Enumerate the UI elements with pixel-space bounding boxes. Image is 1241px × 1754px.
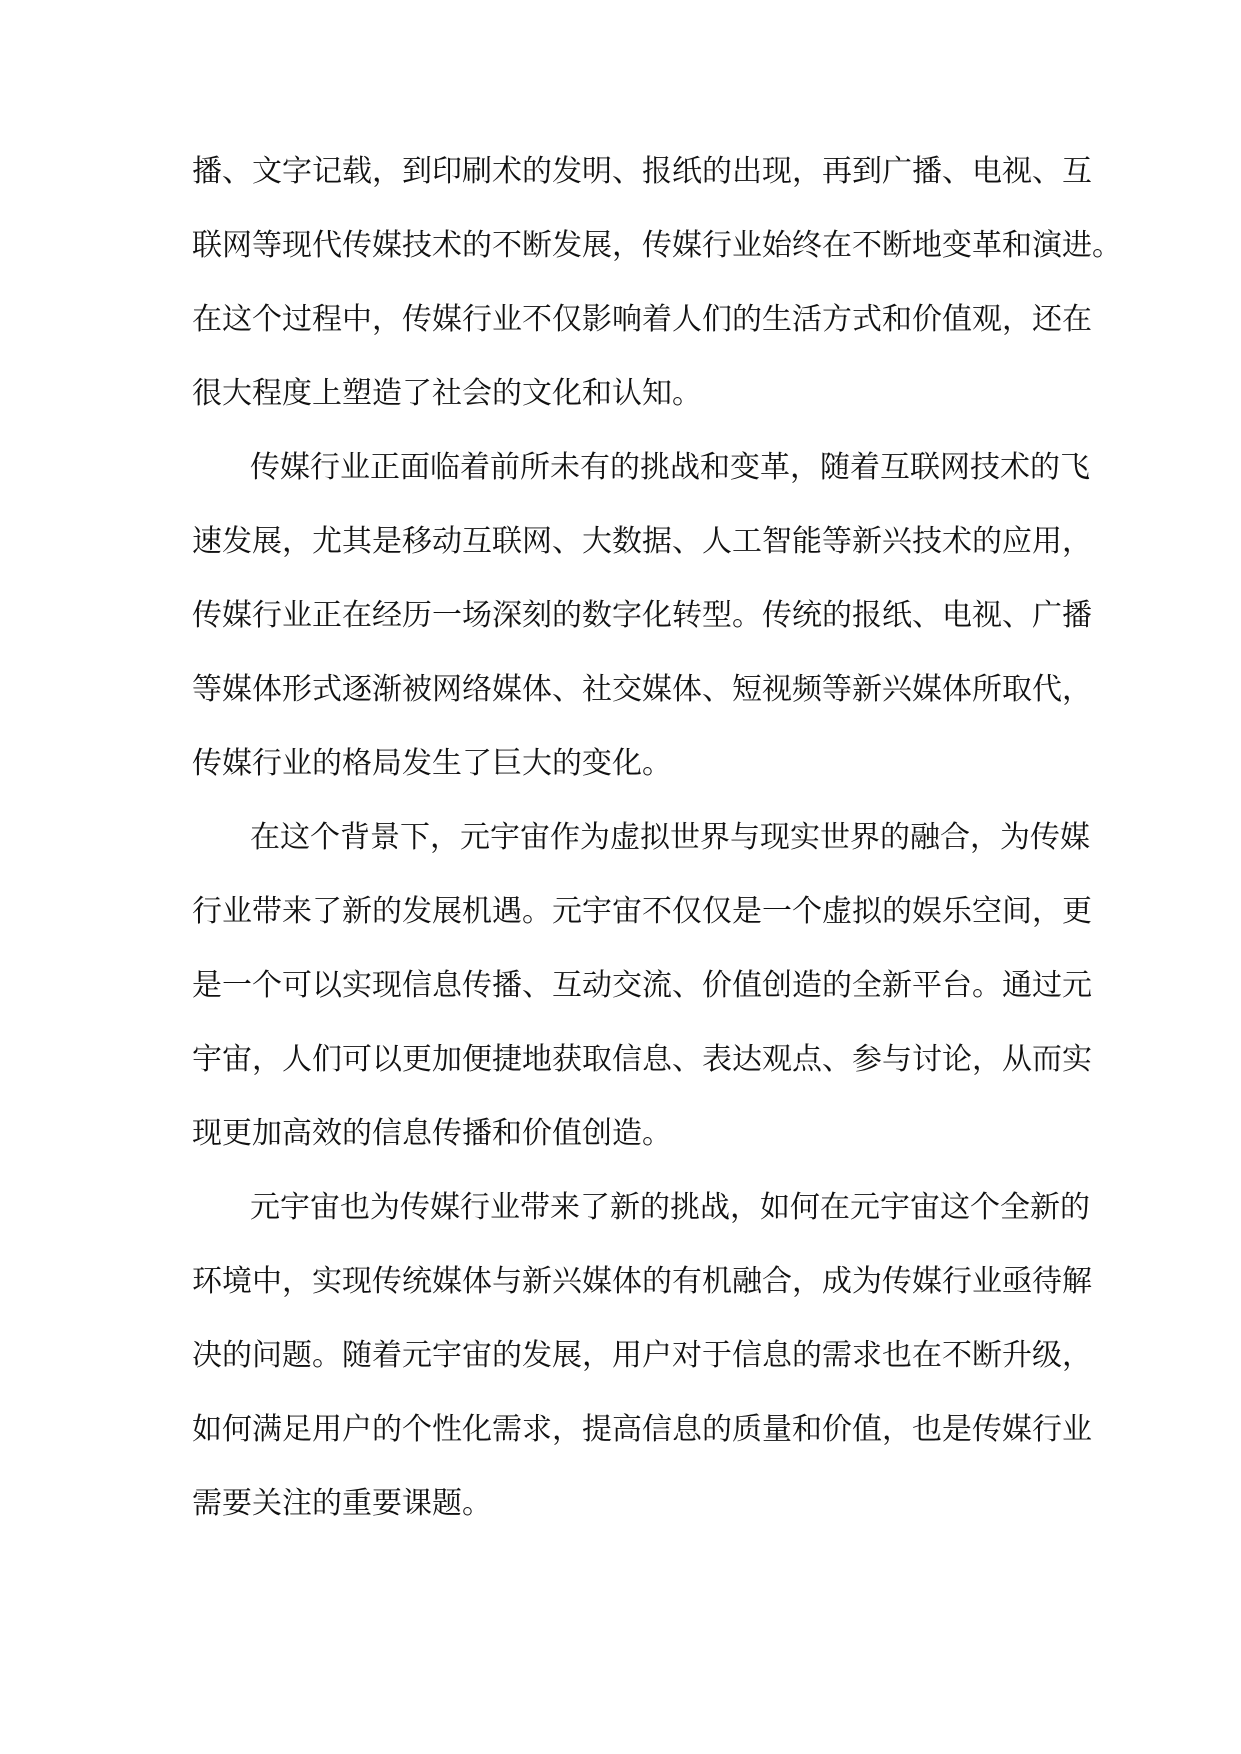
- text-line: 需要关注的重要课题。: [192, 1486, 492, 1521]
- text-line: 是一个可以实现信息传播、互动交流、价值创造的全新平台。通过元: [192, 968, 1092, 1003]
- paragraph-first-line: 在这个背景下，元宇宙作为虚拟世界与现实世界的融合，为传媒: [250, 820, 1090, 855]
- text-line: 现更加高效的信息传播和价值创造。: [192, 1116, 672, 1151]
- text-line: 环境中，实现传统媒体与新兴媒体的有机融合，成为传媒行业亟待解: [192, 1264, 1092, 1299]
- text-line: 传媒行业的格局发生了巨大的变化。: [192, 746, 672, 781]
- text-line: 等媒体形式逐渐被网络媒体、社交媒体、短视频等新兴媒体所取代，: [192, 672, 1092, 707]
- text-line: 宇宙，人们可以更加便捷地获取信息、表达观点、参与讨论，从而实: [192, 1042, 1092, 1077]
- text-line: 如何满足用户的个性化需求，提高信息的质量和价值，也是传媒行业: [192, 1412, 1092, 1447]
- text-line: 行业带来了新的发展机遇。元宇宙不仅仅是一个虚拟的娱乐空间，更: [192, 894, 1092, 929]
- text-line: 速发展，尤其是移动互联网、大数据、人工智能等新兴技术的应用，: [192, 524, 1092, 559]
- paragraph-first-line: 传媒行业正面临着前所未有的挑战和变革，随着互联网技术的飞: [250, 450, 1090, 485]
- text-line: 在这个过程中，传媒行业不仅影响着人们的生活方式和价值观，还在: [192, 302, 1092, 337]
- paragraph-first-line: 元宇宙也为传媒行业带来了新的挑战，如何在元宇宙这个全新的: [250, 1190, 1090, 1225]
- text-line: 很大程度上塑造了社会的文化和认知。: [192, 376, 702, 411]
- text-line: 决的问题。随着元宇宙的发展，用户对于信息的需求也在不断升级，: [192, 1338, 1092, 1373]
- text-line: 联网等现代传媒技术的不断发展，传媒行业始终在不断地变革和演进。: [192, 228, 1122, 263]
- body-text: [192, 135, 1122, 1541]
- text-line: 播、文字记载，到印刷术的发明、报纸的出现，再到广播、电视、互: [192, 154, 1092, 189]
- text-line: 传媒行业正在经历一场深刻的数字化转型。传统的报纸、电视、广播: [192, 598, 1092, 633]
